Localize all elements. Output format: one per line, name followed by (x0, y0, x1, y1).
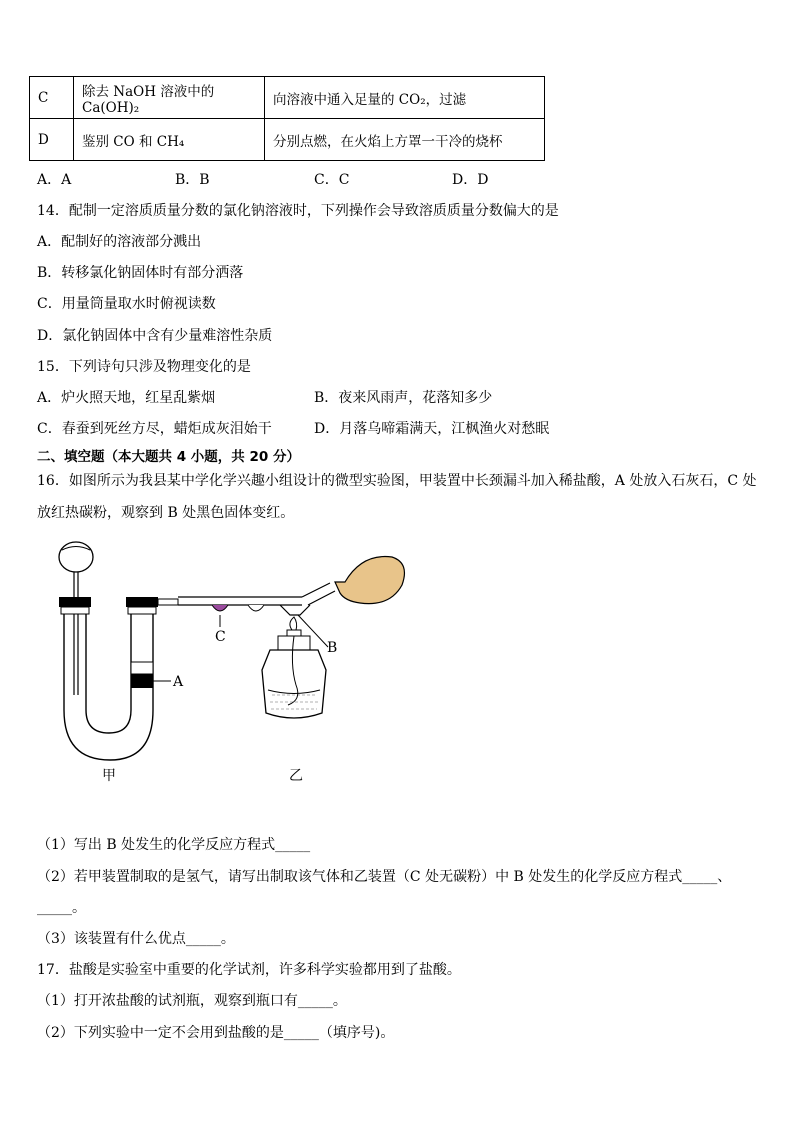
table-cell-method: 分别点燃，在火焰上方罩一干冷的烧杯 (265, 119, 545, 161)
label-jia: 甲 (102, 768, 116, 784)
dip-b (280, 605, 310, 615)
u-tube-inner (86, 614, 131, 733)
burner-body (262, 650, 326, 718)
q15-option-a: A．炉火照天地，红星乱紫烟 (37, 390, 216, 406)
q16-stem-line1: 16．如图所示为我县某中学化学兴趣小组设计的微型实验图，甲装置中长颈漏斗加入稀盐酸，A 处放入石灰石，C 处 (37, 473, 757, 489)
q15-option-b: B．夜来风雨声，花落知多少 (314, 390, 493, 406)
q13-option-b: B．B (175, 172, 210, 188)
burner-wick-holder (287, 630, 301, 636)
q16-sub2-line1: （2）若甲装置制取的是氢气，请写出制取该气体和乙装置（C 处无碳粉）中 B 处发生的化学反应方程式_____、 (37, 869, 732, 885)
q17-sub1: （1）打开浓盐酸的试剂瓶，观察到瓶口有_____。 (37, 993, 347, 1009)
label-a: A (173, 674, 184, 690)
table-cell-key: C (30, 77, 74, 119)
block-a-top (131, 662, 153, 674)
q16-stem-line2: 放红热碳粉，观察到 B 处黑色固体变红。 (37, 505, 295, 521)
table-cell-key: D (30, 119, 74, 161)
q14-option-b: B．转移氯化钠固体时有部分洒落 (37, 265, 244, 281)
label-yi: 乙 (289, 768, 303, 784)
flame (290, 617, 297, 630)
q17-stem: 17．盐酸是实验室中重要的化学试剂，许多科学实验都用到了盐酸。 (37, 962, 461, 978)
rising-tube (302, 583, 335, 605)
rubber-joint (158, 599, 178, 605)
table-cell-purpose: 鉴别 CO 和 CH₄ (74, 119, 265, 161)
bulb-middle (248, 605, 264, 611)
left-stopper-base (61, 607, 89, 614)
q13-option-a: A．A (37, 172, 72, 188)
block-a-limestone (131, 674, 153, 688)
q15-option-c: C．春蚕到死丝方尽，蜡炬成灰泪始干 (37, 421, 272, 437)
experiment-figure (40, 535, 440, 785)
bulb-c (212, 605, 228, 611)
label-c: C (215, 629, 226, 645)
table-cell-purpose: 除去 NaOH 溶液中的 Ca(OH)₂ (74, 77, 265, 119)
right-stopper (126, 597, 158, 607)
right-stopper-base (128, 607, 156, 614)
q16-sub1: （1）写出 B 处发生的化学反应方程式_____ (37, 837, 311, 853)
label-b: B (327, 640, 338, 656)
q17-sub2: （2）下列实验中一定不会用到盐酸的是_____（填序号)。 (37, 1025, 395, 1041)
q15-stem: 15．下列诗句只涉及物理变化的是 (37, 359, 251, 375)
q14-option-d: D．氯化钠固体中含有少量难溶性杂质 (37, 328, 273, 344)
left-stopper (59, 597, 91, 607)
q16-sub3: （3）该装置有什么优点_____。 (37, 931, 235, 947)
q13-option-c: C．C (314, 172, 350, 188)
rubber-bulb (335, 557, 404, 604)
options-table (29, 76, 545, 161)
table-row (30, 77, 545, 119)
q14-option-a: A．配制好的溶液部分溅出 (37, 234, 202, 250)
table-row (30, 119, 545, 161)
q14-option-c: C．用量筒量取水时俯视读数 (37, 296, 216, 312)
q16-sub2-line2: _____。 (37, 900, 86, 916)
table-cell-method: 向溶液中通入足量的 CO₂，过滤 (265, 77, 545, 119)
q15-option-d: D．月落乌啼霜满天，江枫渔火对愁眠 (314, 421, 550, 437)
q13-option-d: D．D (452, 172, 489, 188)
section-heading: 二、填空题（本大题共 4 小题，共 20 分） (37, 449, 300, 465)
q14-stem: 14．配制一定溶质质量分数的氯化钠溶液时，下列操作会导致溶质质量分数偏大的是 (37, 203, 559, 219)
